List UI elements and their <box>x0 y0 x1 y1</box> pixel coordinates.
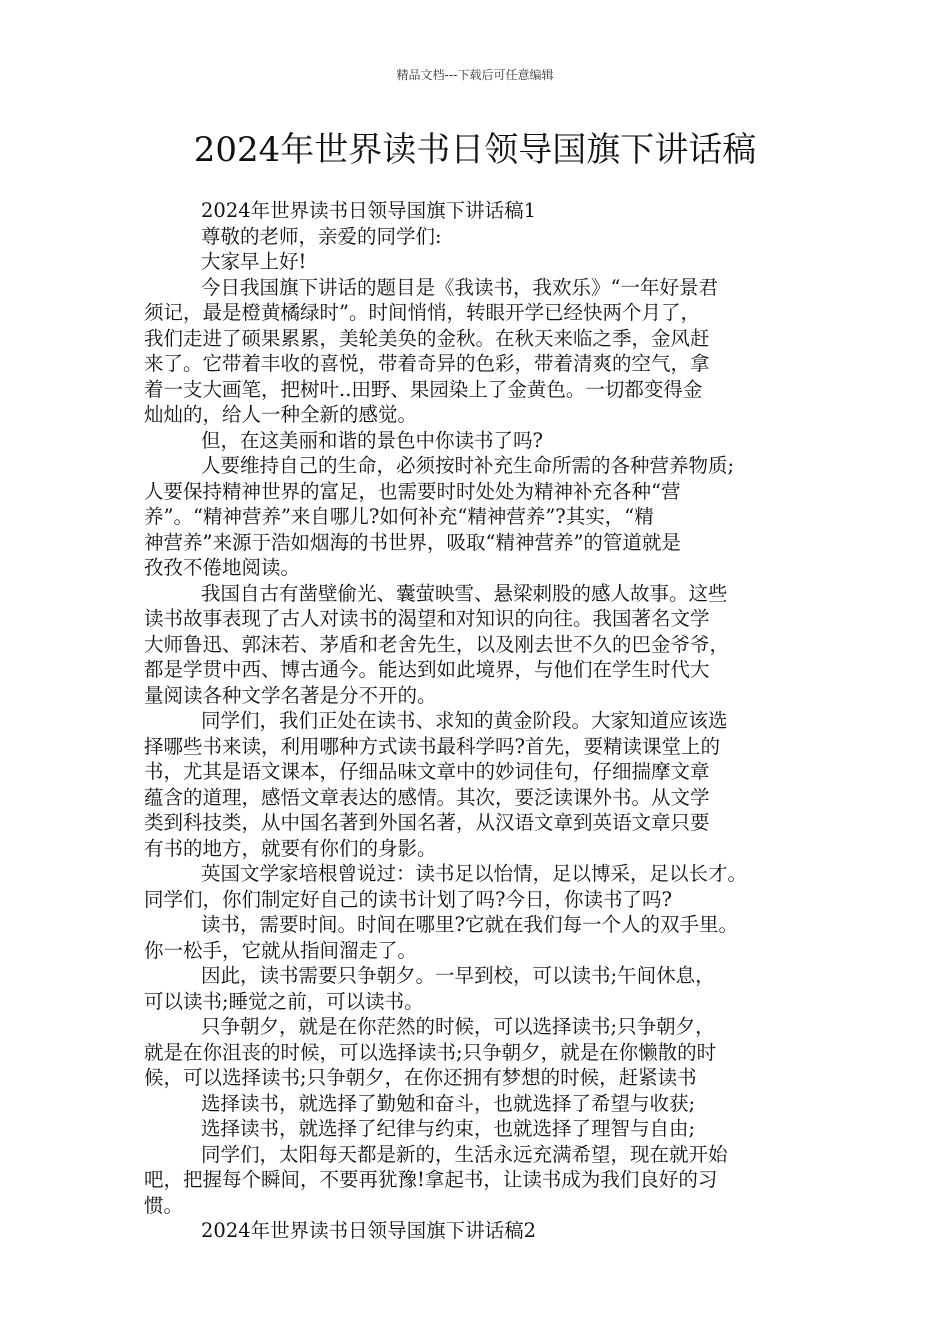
text-line: 选择读书，就选择了纪律与约束，也就选择了理智与自由; <box>201 1117 696 1140</box>
text-line: 今日我国旗下讲话的题目是《我读书，我欢乐》“一年好景君 <box>201 275 718 299</box>
header-note: 精品文档---下载后可任意编辑 <box>396 68 554 82</box>
text-line: 量阅读各种文学名著是分不开的。 <box>144 683 437 707</box>
text-line: 书，尤其是语文课本，仔细品味文章中的妙词佳句，仔细揣摩文章 <box>144 760 710 783</box>
document-title: 2024年世界读书日领导国旗下讲话稿 <box>193 130 757 170</box>
text-line: 读书，需要时间。时间在哪里?它就在我们每一个人的双手里。 <box>201 913 738 936</box>
text-line: 人要维持自己的生命，必须按时补充生命所需的各种营养物质; <box>201 454 735 477</box>
text-line: 我们走进了硕果累累，美轮美奂的金秋。在秋天来临之季，金风赶 <box>144 326 710 350</box>
text-line: 来了。它带着丰收的喜悦，带着奇异的色彩，带着清爽的空气，拿 <box>144 352 710 375</box>
text-line: 蕴含的道理，感悟文章表达的感情。其次，要泛读课外书。从文学 <box>144 785 710 809</box>
text-line: 你一松手，它就从指间溜走了。 <box>144 938 418 962</box>
document-body <box>144 198 812 1244</box>
text-line: 须记，最是橙黄橘绿时”。时间悄悄，转眼开学已经快两个月了， <box>144 301 700 324</box>
text-line: 尊敬的老师，亲爱的同学们: <box>201 224 442 248</box>
text-line: 孜孜不倦地阅读。 <box>144 556 301 579</box>
text-line: 大师鲁迅、郭沫若、茅盾和老舍先生，以及刚去世不久的巴金爷爷， <box>144 632 730 656</box>
text-line: 择哪些书来读，利用哪种方式读书最科学吗?首先，要精读课堂上的 <box>144 734 720 758</box>
text-line: 就是在你沮丧的时候，可以选择读书;只争朝夕，就是在你懒散的时 <box>144 1040 717 1064</box>
text-line: 我国自古有凿壁偷光、囊萤映雪、悬梁刺股的感人故事。这些 <box>201 581 728 605</box>
text-line: 吧，把握每个瞬间，不要再犹豫!拿起书，让读书成为我们良好的习 <box>144 1168 718 1191</box>
text-line: 候，可以选择读书;只争朝夕，在你还拥有梦想的时候，赶紧读书 <box>144 1066 697 1089</box>
text-line: 神营养”来源于浩如烟海的书世界，吸取“精神营养”的管道就是 <box>144 530 681 554</box>
text-line: 类到科技类，从中国名著到外国名著，从汉语文章到英语文章只要 <box>144 811 710 834</box>
text-line: 大家早上好! <box>201 250 307 273</box>
text-line: 只争朝夕，就是在你茫然的时候，可以选择读书;只争朝夕， <box>201 1015 715 1038</box>
text-line: 选择读书，就选择了勤勉和奋斗，也就选择了希望与收获; <box>201 1091 696 1115</box>
text-line: 因此，读书需要只争朝夕。一早到校，可以读书;午间休息， <box>201 964 715 987</box>
text-line: 但，在这美丽和谐的景色中你读书了吗? <box>201 428 543 452</box>
text-line: 读书故事表现了古人对读书的渴望和对知识的向往。我国著名文学 <box>144 607 710 630</box>
text-line: 同学们，太阳每天都是新的，生活永远充满希望，现在就开始 <box>201 1142 728 1166</box>
text-line: 2024年世界读书日领导国旗下讲话稿1 <box>201 199 537 222</box>
text-line: 同学们，你们制定好自己的读书计划了吗?今日，你读书了吗? <box>144 887 672 911</box>
text-line: 英国文学家培根曾说过：读书足以怡情，足以博采，足以长才。 <box>201 862 748 885</box>
text-line: 养”。“精神营养”来自哪儿?如何补充“精神营养”?其实，“精 <box>144 505 654 528</box>
text-line: 都是学贯中西、博古通今。能达到如此境界，与他们在学生时代大 <box>144 658 710 681</box>
text-line: 同学们，我们正处在读书、求知的黄金阶段。大家知道应该选 <box>201 709 728 732</box>
text-line: 惯。 <box>144 1193 184 1217</box>
text-line: 人要保持精神世界的富足，也需要时时处处为精神补充各种“营 <box>144 479 681 503</box>
text-line: 有书的地方，就要有你们的身影。 <box>144 836 437 860</box>
text-line: 可以读书;睡觉之前，可以读书。 <box>144 989 424 1013</box>
text-line: 着一支大画笔，把树叶..田野、果园染上了金黄色。一切都变得金 <box>144 377 703 401</box>
text-line: 灿灿的，给人一种全新的感觉。 <box>144 403 418 426</box>
text-line: 2024年世界读书日领导国旗下讲话稿2 <box>201 1219 537 1242</box>
